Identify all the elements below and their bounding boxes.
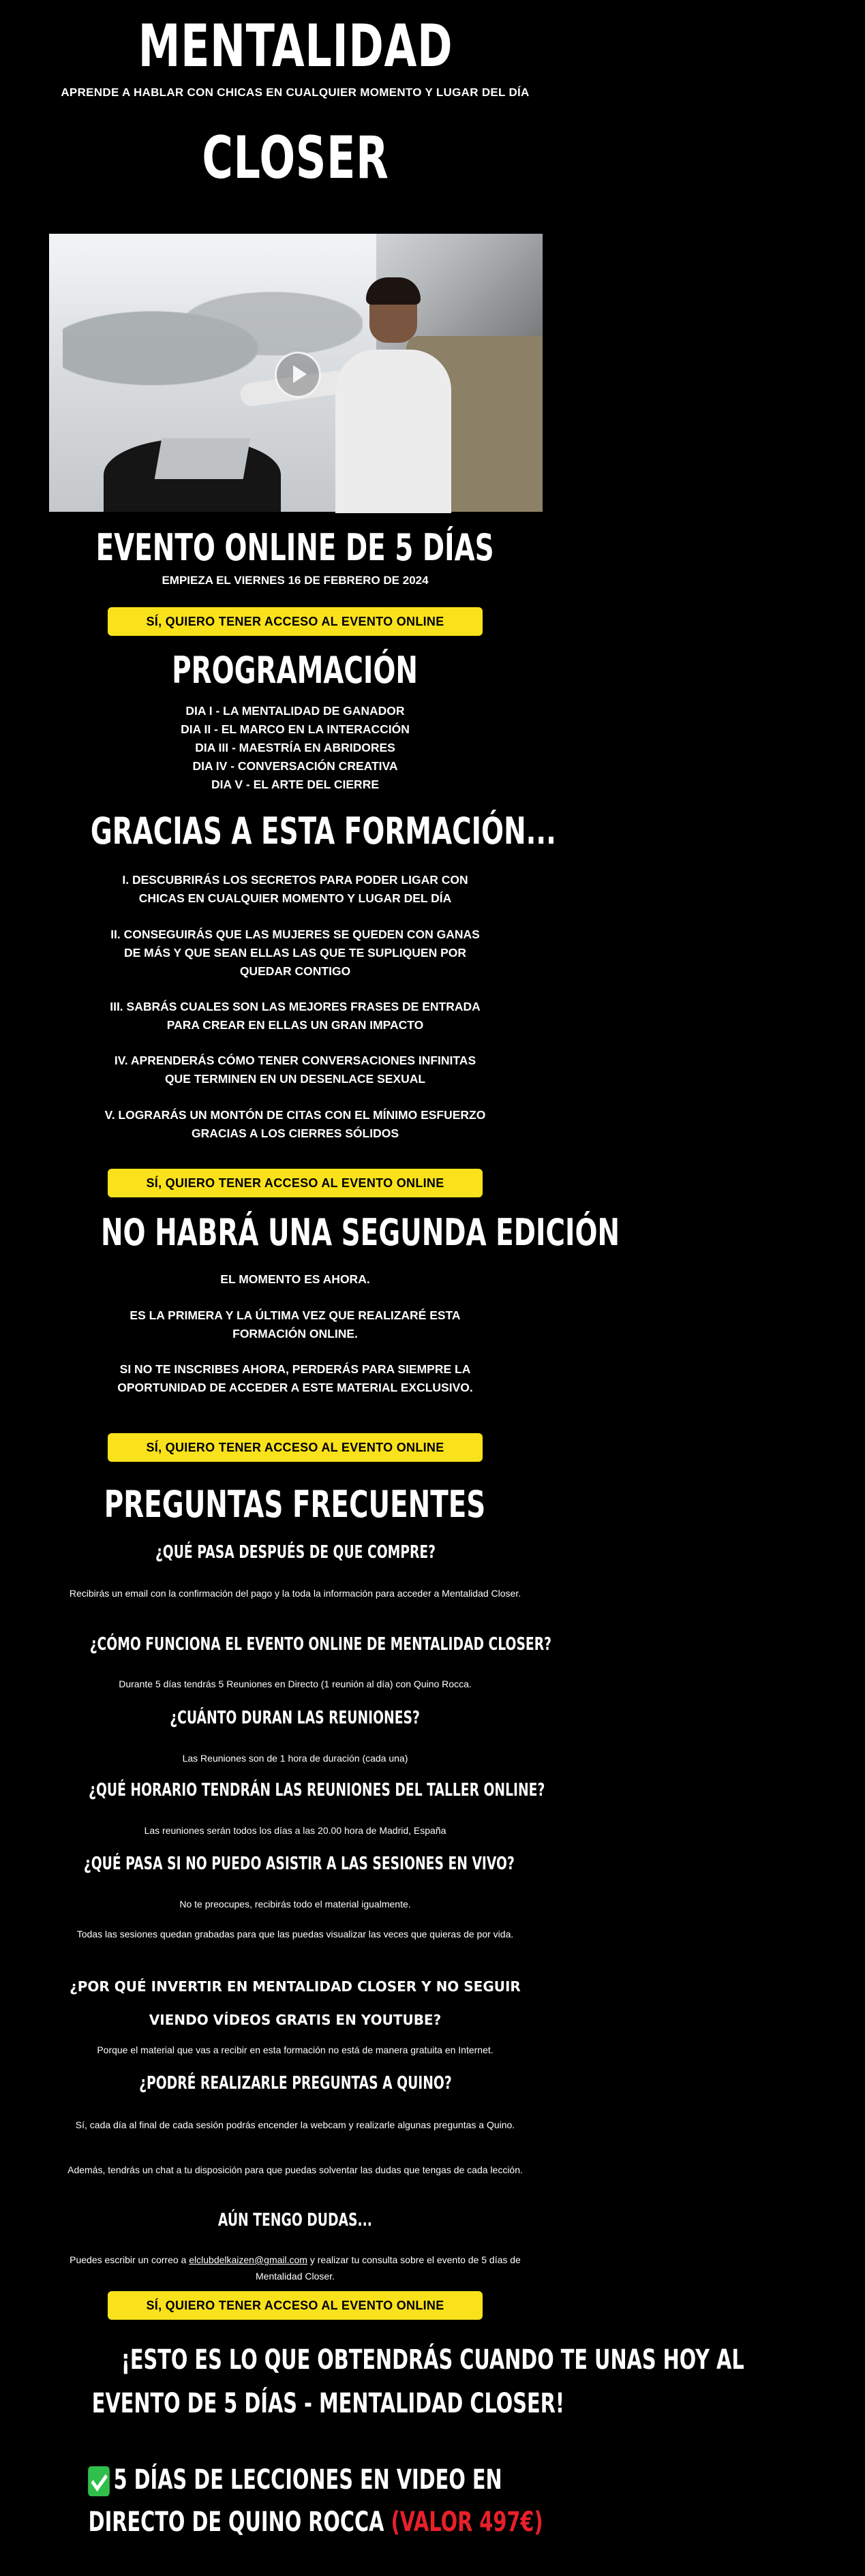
faq-answer: Todas las sesiones quedan grabadas para que las puedas visualizar las veces que quieras de por vida.: [76, 1929, 514, 1939]
video-laptop: [155, 438, 251, 479]
cta-button-3[interactable]: SÍ, QUIERO TENER ACCESO AL EVENTO ONLINE: [108, 1433, 483, 1462]
faq-question: ¿QUÉ PASA DESPUÉS DE QUE COMPRE?: [155, 1542, 436, 1563]
play-icon[interactable]: [275, 352, 321, 398]
faq-answer: Recibirás un email con la confirmación del pago y la toda la información para acceder a Mentalidad Closer.: [69, 1588, 521, 1599]
benefit-item: III. SABRÁS CUALES SON LAS MEJORES FRASES DE ENTRADA PARA CREAR EN ELLAS UN GRAN IMPACTO: [110, 1000, 481, 1032]
cta-button-2[interactable]: SÍ, QUIERO TENER ACCESO AL EVENTO ONLINE: [108, 1169, 483, 1197]
benefit-item: IV. APRENDERÁS CÓMO TENER CONVERSACIONES INFINITAS QUE TERMINEN EN UN DESENLACE SEXUAL: [114, 1054, 476, 1086]
benefits-heading: GRACIAS A ESTA FORMACIÓN...: [90, 810, 556, 853]
urgency-line: SI NO TE INSCRIBES AHORA, PERDERÁS PARA SIEMPRE LA OPORTUNIDAD DE ACCEDER A ESTE MATERIAL EXCLUSIVO.: [117, 1362, 473, 1394]
offer-line-2: DIRECTO DE QUINO ROCCA (VALOR 497€): [88, 2506, 543, 2538]
program-day: DIA IV - CONVERSACIÓN CREATIVA: [192, 759, 398, 773]
urgency-line: EL MOMENTO ES AHORA.: [220, 1272, 370, 1286]
tagline: APRENDE A HABLAR CON CHICAS EN CUALQUIER MOMENTO Y LUGAR DEL DÍA: [61, 86, 530, 99]
faq-question: ¿QUÉ HORARIO TENDRÁN LAS REUNIONES DEL TALLER ONLINE?: [89, 1780, 545, 1800]
cta-button-4[interactable]: SÍ, QUIERO TENER ACCESO AL EVENTO ONLINE: [108, 2291, 483, 2320]
faq-question: AÚN TENGO DUDAS...: [218, 2210, 372, 2230]
program-day: DIA V - EL ARTE DEL CIERRE: [211, 778, 379, 791]
faq-answer: No te preocupes, recibirás todo el material igualmente.: [179, 1899, 411, 1910]
faq-question: ¿PODRÉ REALIZARLE PREGUNTAS A QUINO?: [138, 2073, 452, 2094]
title-top: MENTALIDAD: [138, 12, 453, 80]
faq-heading: PREGUNTAS FRECUENTES: [104, 1483, 486, 1526]
closing-line-2: EVENTO DE 5 DÍAS - MENTALIDAD CLOSER!: [91, 2388, 565, 2419]
faq-answer: Las Reuniones son de 1 hora de duración (cada una): [182, 1753, 408, 1764]
benefit-item: II. CONSEGUIRÁS QUE LAS MUJERES SE QUEDEN CON GANAS DE MÁS Y QUE SEAN ELLAS LAS QUE TE SUPLIQUEN POR QUEDAR CONTIGO: [110, 927, 480, 978]
faq-question: ¿QUÉ PASA SI NO PUEDO ASISTIR A LAS SESIONES EN VIVO?: [83, 1854, 515, 1874]
faq-answer: Durante 5 días tendrás 5 Reuniones en Directo (1 reunión al día) con Quino Rocca.: [119, 1678, 472, 1689]
faq-question: ¿POR QUÉ INVERTIR EN MENTALIDAD CLOSER Y NO SEGUIR VIENDO VÍDEOS GRATIS EN YOUTUBE?: [70, 1978, 521, 2028]
title-bottom: CLOSER: [201, 124, 389, 192]
contact-email-link[interactable]: elclubdelkaizen@gmail.com: [189, 2254, 307, 2265]
faq-question: ¿CÓMO FUNCIONA EL EVENTO ONLINE DE MENTALIDAD CLOSER?: [89, 1634, 551, 1655]
program-day: DIA I - LA MENTALIDAD DE GANADOR: [185, 704, 405, 718]
event-heading: EVENTO ONLINE DE 5 DÍAS: [95, 526, 495, 569]
faq-answer: Sí, cada día al final de cada sesión podrás encender la webcam y realizarle algunas preguntas a Quino.: [75, 2119, 515, 2130]
video-presenter: [335, 281, 451, 512]
video-player[interactable]: [49, 234, 543, 512]
faq-answer: Puedes escribir un correo a elclubdelkaizen@gmail.com y realizar tu consulta sobre el evento de 5 días de Mentalidad Closer.: [70, 2254, 521, 2282]
closing-line-1: ¡ESTO ES LO QUE OBTENDRÁS CUANDO TE UNAS HOY AL: [121, 2344, 744, 2376]
faq-answer: Además, tendrás un chat a tu disposición para que puedas solventar las dudas que tengas de cada lección.: [67, 2164, 523, 2175]
checkmark-icon: [88, 2466, 110, 2496]
program-day: DIA II - EL MARCO EN LA INTERACCIÓN: [181, 722, 410, 736]
faq-question: ¿CUÁNTO DURAN LAS REUNIONES?: [170, 1708, 421, 1728]
program-day: DIA III - MAESTRÍA EN ABRIDORES: [195, 741, 395, 754]
offer-value: (VALOR 497€): [391, 2506, 543, 2538]
offer-line-1: 5 DÍAS DE LECCIONES EN VIDEO EN: [0, 2464, 590, 2496]
program-heading: PROGRAMACIÓN: [172, 649, 419, 692]
cta-button-1[interactable]: SÍ, QUIERO TENER ACCESO AL EVENTO ONLINE: [108, 607, 483, 636]
benefit-item: V. LOGRARÁS UN MONTÓN DE CITAS CON EL MÍNIMO ESFUERZO GRACIAS A LOS CIERRES SÓLIDOS: [104, 1108, 486, 1140]
faq-answer: Porque el material que vas a recibir en esta formación no está de manera gratuita en Internet.: [97, 2044, 494, 2055]
event-date: EMPIEZA EL VIERNES 16 DE FEBRERO DE 2024: [162, 574, 429, 587]
program-list: [0, 702, 590, 794]
urgency-line: ES LA PRIMERA Y LA ÚLTIMA VEZ QUE REALIZARÉ ESTA FORMACIÓN ONLINE.: [130, 1308, 461, 1340]
faq-answer: Las reuniones serán todos los días a las 20.00 hora de Madrid, España: [144, 1825, 446, 1836]
benefit-item: I. DESCUBRIRÁS LOS SECRETOS PARA PODER LIGAR CON CHICAS EN CUALQUIER MOMENTO Y LUGAR DEL DÍA: [122, 873, 468, 905]
urgency-heading: NO HABRÁ UNA SEGUNDA EDICIÓN: [100, 1211, 620, 1254]
